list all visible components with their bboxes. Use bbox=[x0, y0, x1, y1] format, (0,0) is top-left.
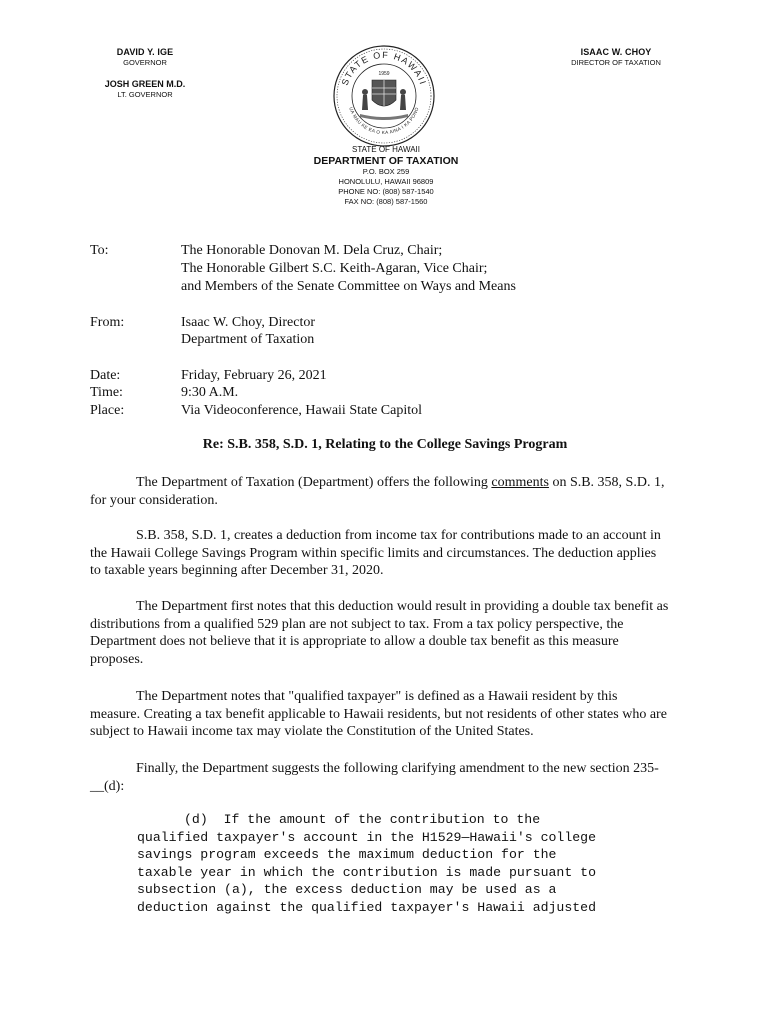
seal-year: 1959 bbox=[378, 71, 390, 77]
from-line-2: Department of Taxation bbox=[181, 332, 315, 347]
to-line-2: The Honorable Gilbert S.C. Keith-Agaran, Vice Chair; bbox=[181, 261, 488, 276]
amendment-line: taxable year in which the contribution is made pursuant to bbox=[137, 864, 596, 880]
date-label: Date: bbox=[90, 368, 121, 383]
po-box: P.O. BOX 259 bbox=[362, 167, 410, 176]
amendment-line: (d) If the amount of the contribution to the bbox=[184, 812, 541, 827]
governor-title: GOVERNOR bbox=[123, 58, 167, 67]
p1-text-after: on S.B. 358, S.D. 1, for your consideration. bbox=[90, 475, 665, 508]
time-label: Time: bbox=[90, 385, 123, 400]
department-name: DEPARTMENT OF TAXATION bbox=[313, 155, 459, 167]
department-block bbox=[260, 145, 512, 207]
from-label: From: bbox=[90, 315, 125, 330]
re-line: Re: S.B. 358, S.D. 1, Relating to the College Savings Program bbox=[202, 437, 568, 452]
seal-top-text: STATE OF HAWAII bbox=[339, 49, 429, 87]
lt-governor-title: LT. GOVERNOR bbox=[117, 90, 173, 99]
amendment-line: subsection (a), the excess deduction may be used as a bbox=[137, 882, 557, 898]
svg-text:UA MAU KE EA O KA AINA I KA PO bbox=[348, 106, 419, 135]
director-name: ISAAC W. CHOY bbox=[580, 47, 652, 57]
place-label: Place: bbox=[90, 403, 125, 418]
time-value: 9:30 A.M. bbox=[181, 385, 239, 400]
lt-governor-name: JOSH GREEN M.D. bbox=[104, 79, 186, 89]
paragraph-5: Finally, the Department suggests the following clarifying amendment to the new section 235-__(d): bbox=[90, 761, 659, 794]
amendment-line: deduction against the qualified taxpayer's Hawaii adjusted bbox=[137, 899, 596, 915]
paragraph-4: The Department notes that "qualified taxpayer" is defined as a Hawaii resident by this measure. Creating a tax benefit applicable to Hawaii residents, but not residents of other states who are subject to Hawaii income tax may violate the Constitution of the United States. bbox=[90, 689, 667, 739]
amendment-block bbox=[137, 811, 677, 917]
governor-name: DAVID Y. IGE bbox=[116, 47, 174, 57]
amendment-line: qualified taxpayer's account in the H1529—Hawaii's college bbox=[137, 829, 596, 845]
from-line-1: Isaac W. Choy, Director bbox=[181, 315, 315, 330]
city-address: HONOLULU, HAWAII 96809 bbox=[338, 177, 434, 186]
to-line-3: and Members of the Senate Committee on Ways and Means bbox=[181, 279, 516, 294]
p1-text-before: The Department of Taxation (Department) offers the following bbox=[136, 475, 492, 490]
state-seal-icon bbox=[332, 44, 436, 148]
amendment-line: savings program exceeds the maximum deduction for the bbox=[137, 847, 557, 863]
phone-number: PHONE NO: (808) 587-1540 bbox=[338, 187, 434, 196]
director-block bbox=[560, 47, 672, 67]
date-value: Friday, February 26, 2021 bbox=[181, 368, 327, 383]
state-label: STATE OF HAWAII bbox=[352, 145, 420, 154]
to-line-1: The Honorable Donovan M. Dela Cruz, Chair; bbox=[181, 243, 443, 258]
place-value: Via Videoconference, Hawaii State Capitol bbox=[181, 403, 423, 418]
fax-number: FAX NO: (808) 587-1560 bbox=[344, 197, 428, 206]
p1-comments: comments bbox=[491, 475, 549, 490]
seal-bottom-text: UA MAU KE EA O KA AINA I KA PONO bbox=[348, 106, 420, 136]
director-title: DIRECTOR OF TAXATION bbox=[571, 58, 661, 67]
governor-block bbox=[90, 47, 200, 99]
paragraph-2: S.B. 358, S.D. 1, creates a deduction from income tax for contributions made to an account in the Hawaii College Savings Program within specific limits and circumstances. The deduction applies to taxable years beginning after December 31, 2020. bbox=[90, 528, 661, 578]
to-label: To: bbox=[90, 243, 109, 258]
paragraph-1 bbox=[90, 474, 670, 509]
paragraph-3: The Department first notes that this deduction would result in providing a double tax benefit as distributions from a qualified 529 plan are not subject to tax. From a tax policy perspective, the Department does not believe that it is appropriate to allow a double tax benefit as this measure proposes. bbox=[90, 599, 669, 667]
